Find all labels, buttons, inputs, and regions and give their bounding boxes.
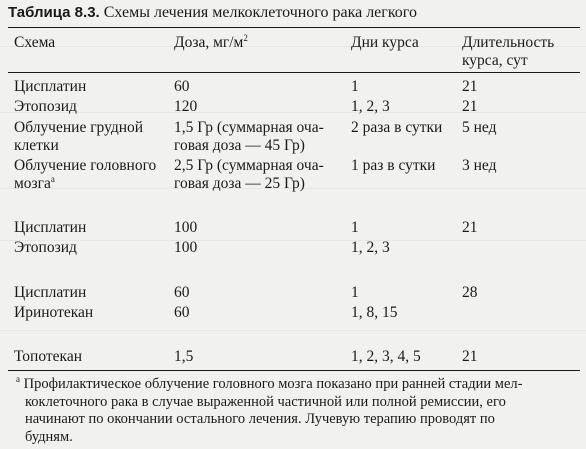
row-duration: 5 нед xyxy=(462,119,497,136)
row-duration: 21 xyxy=(462,219,478,236)
row-scheme: Иринотекан xyxy=(14,304,94,321)
row-duration: 21 xyxy=(462,98,478,115)
header-days: Дни курса xyxy=(351,34,419,51)
footnote-line3: начинают по окончании остального лечения. Лучевую терапию проводят по xyxy=(25,411,495,427)
footnote-marker: а xyxy=(16,374,20,385)
footnote-text1: Профилактическое облучение головного мозга показано при ранней стадии мел- xyxy=(20,376,523,392)
row-dose: 100 xyxy=(174,219,198,236)
table-title: Схемы лечения мелкоклеточного рака легкого xyxy=(99,4,417,21)
row-duration: 28 xyxy=(462,284,478,301)
row-scheme-line2-wrap xyxy=(14,174,55,193)
row-scheme-line1: Облучение грудной xyxy=(14,119,144,136)
row-duration: 3 нед xyxy=(462,157,497,174)
row-days: 1 раз в сутки xyxy=(351,157,436,174)
row-scheme: Цисплатин xyxy=(14,78,87,95)
row-dose-line2: говая доза — 25 Гр) xyxy=(174,175,305,192)
row-scheme: Этопозид xyxy=(14,98,77,115)
table-footnote xyxy=(16,376,568,446)
row-days: 1 xyxy=(351,219,359,236)
header-scheme: Схема xyxy=(14,34,56,51)
row-dose-line1: 1,5 Гр (суммарная оча- xyxy=(174,119,324,136)
row-days: 1, 2, 3 xyxy=(351,98,390,115)
header-dose-sup: 2 xyxy=(243,32,248,43)
footnote-line2: коклеточного рака в случае выраженной частичной или полной ремиссии, его xyxy=(25,393,506,410)
row-days: 1 xyxy=(351,284,359,301)
row-dose-line1: 2,5 Гр (суммарная оча- xyxy=(174,157,324,174)
row-dose: 60 xyxy=(174,284,190,301)
header-rule xyxy=(8,72,580,73)
bleed-line xyxy=(0,240,586,241)
row-scheme: Этопозид xyxy=(14,239,77,256)
row-scheme: Топотекан xyxy=(14,348,83,365)
row-dose-line2: говая доза — 45 Гр) xyxy=(174,137,305,154)
row-dose: 60 xyxy=(174,304,190,321)
row-scheme-line2: мозга xyxy=(14,175,51,192)
row-days: 1, 8, 15 xyxy=(351,304,398,321)
row-days: 1 xyxy=(351,78,359,95)
header-dose xyxy=(174,33,248,52)
row-days: 1, 2, 3 xyxy=(351,239,390,256)
table-caption xyxy=(8,4,417,22)
bleed-line xyxy=(0,112,586,113)
top-rule xyxy=(8,27,580,28)
header-duration-line1: Длительность xyxy=(462,34,555,51)
row-scheme: Цисплатин xyxy=(14,284,87,301)
row-dose: 120 xyxy=(174,98,198,115)
row-days: 2 раза в сутки xyxy=(351,119,443,136)
row-scheme-line2: клетки xyxy=(14,137,59,154)
row-dose: 60 xyxy=(174,78,190,95)
row-scheme: Цисплатин xyxy=(14,219,87,236)
row-duration: 21 xyxy=(462,78,478,95)
table-label: Таблица 8.3. xyxy=(8,4,100,21)
bleed-line xyxy=(0,330,586,331)
bottom-rule xyxy=(8,370,580,371)
footnote-line4: будням. xyxy=(25,428,73,445)
row-scheme-sup: а xyxy=(50,173,55,184)
header-duration-line2: курса, сут xyxy=(462,52,528,69)
row-days: 1, 2, 3, 4, 5 xyxy=(351,348,421,365)
row-scheme-line1: Облучение головного xyxy=(14,157,157,174)
row-dose: 1,5 xyxy=(174,348,194,365)
row-dose: 100 xyxy=(174,239,198,256)
header-dose-text: Доза, мг/м xyxy=(174,34,244,51)
row-duration: 21 xyxy=(462,348,478,365)
footnote-line1 xyxy=(16,376,568,394)
